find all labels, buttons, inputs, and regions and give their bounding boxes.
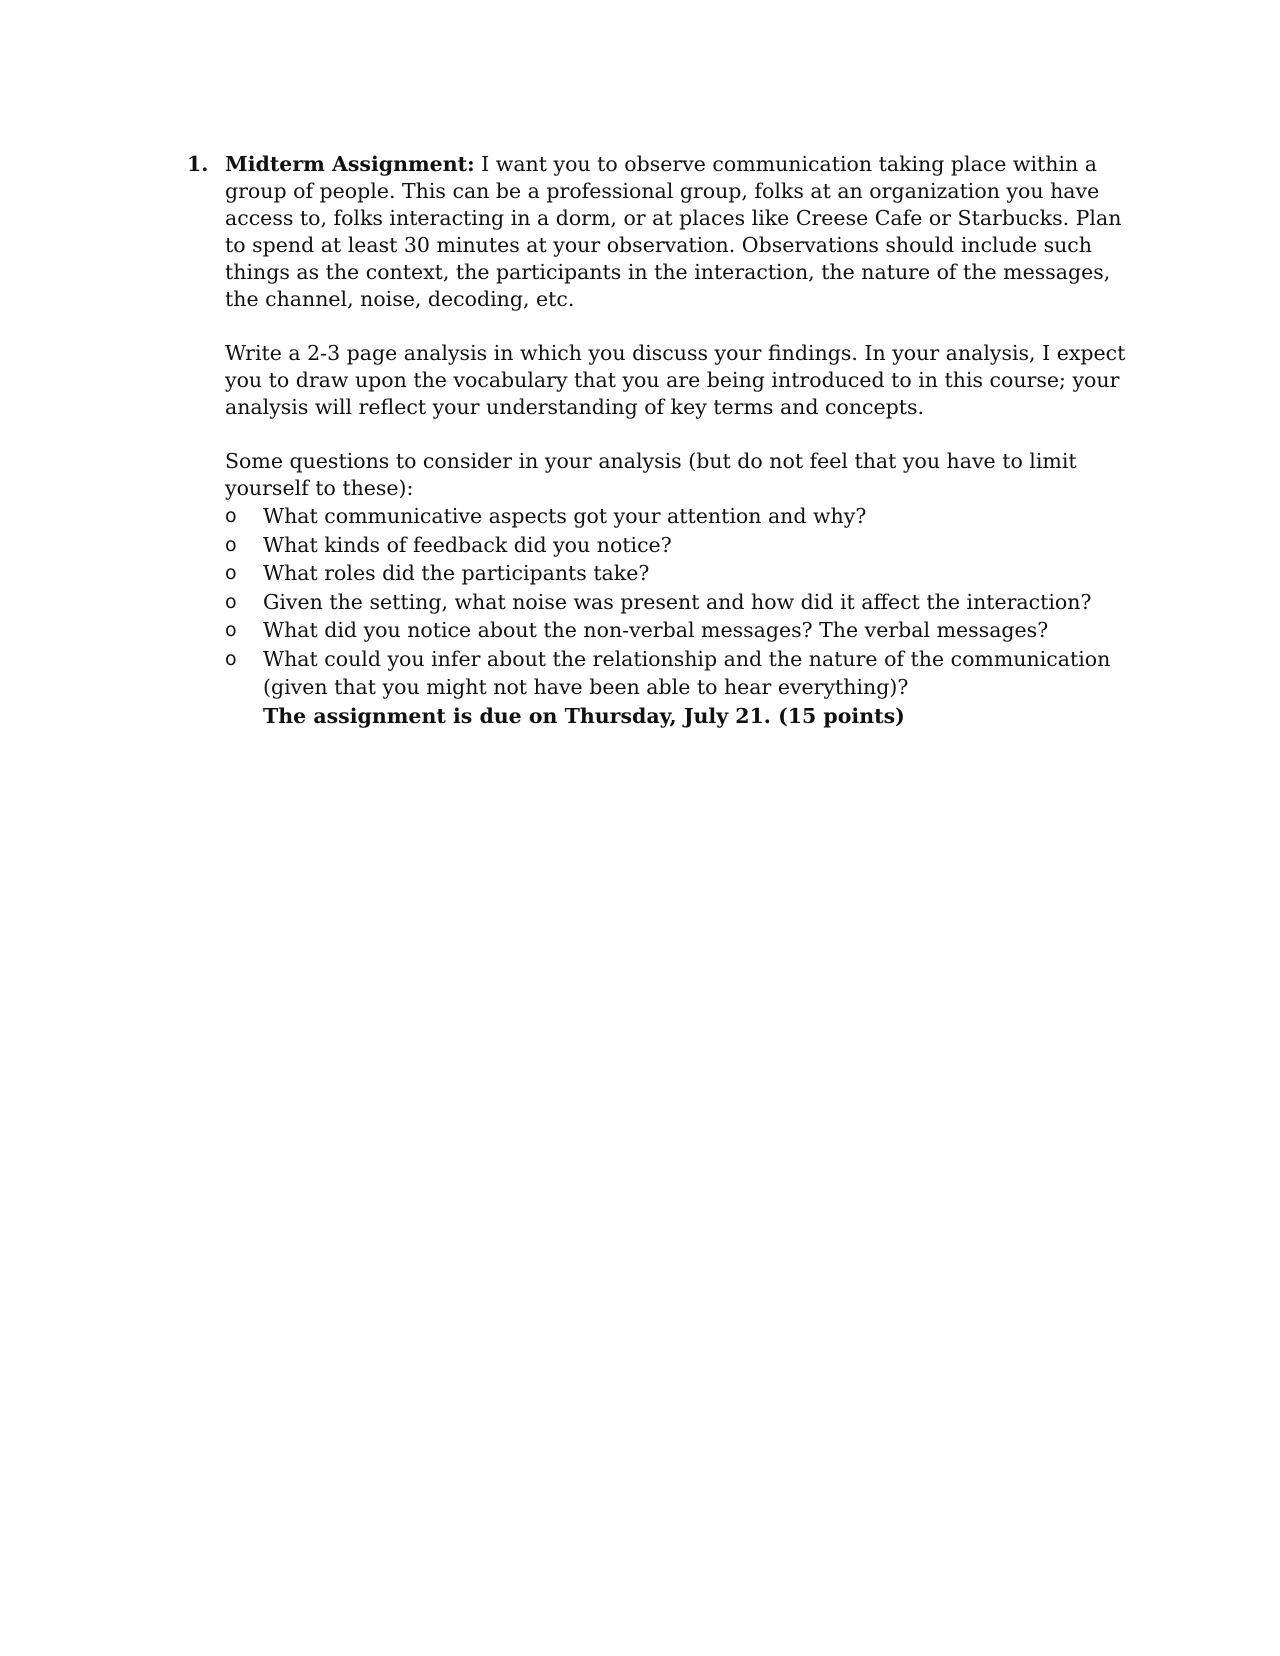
due-statement: The assignment is due on Thursday, July 21. (15 points): [263, 703, 905, 728]
bullet-icon: o: [225, 562, 237, 584]
bullet-icon: o: [225, 619, 237, 641]
intro-text: I want you to observe communication taking place within a group of people. This can be a professional group, folks at an organization you have access to, folks interacting in a dorm, or at places like Creese Cafe or Starbucks. Plan to spend at least 30 minutes at your observation. Observations should include such things as the context, the participants in the interaction, the nature of the messages, the channel, noise, decoding, etc.: [225, 152, 1122, 311]
bullet-icon: o: [225, 647, 237, 670]
list-item: [187, 616, 1137, 645]
bullet-icon: o: [225, 590, 237, 613]
list-number: 1.: [187, 152, 209, 176]
list-item: [187, 502, 1137, 531]
list-item: [187, 645, 1137, 702]
list-item: [187, 588, 1137, 617]
assignment-title: Midterm Assignment:: [225, 152, 475, 176]
question-text: What communicative aspects got your attention and why?: [263, 504, 867, 528]
question-text: What did you notice about the non-verbal messages? The verbal messages?: [263, 618, 1049, 642]
assignment-item: [187, 151, 1137, 730]
questions-intro: Some questions to consider in your analysis (but do not feel that you have to limit yourself to these):: [225, 449, 1077, 500]
assignment-body: [225, 151, 1137, 502]
question-text: What kinds of feedback did you notice?: [263, 532, 672, 557]
intro-paragraph: [225, 151, 1137, 313]
list-item: [187, 559, 1137, 588]
bullet-icon: o: [225, 505, 237, 527]
bullet-icon: o: [225, 533, 237, 556]
analysis-paragraph: Write a 2-3 page analysis in which you discuss your findings. In your analysis, I expect you to draw upon the vocabulary that you are being introduced to in this course; your analysis will reflect your understanding of key terms and concepts.: [225, 341, 1126, 419]
list-item: [187, 531, 1137, 560]
questions-list: [187, 502, 1137, 702]
question-text: What could you infer about the relationship and the nature of the communication (given that you might not have been able to hear everything)?: [263, 646, 1111, 699]
question-text: What roles did the participants take?: [263, 561, 650, 585]
question-text: Given the setting, what noise was present and how did it affect the interaction?: [263, 589, 1092, 614]
